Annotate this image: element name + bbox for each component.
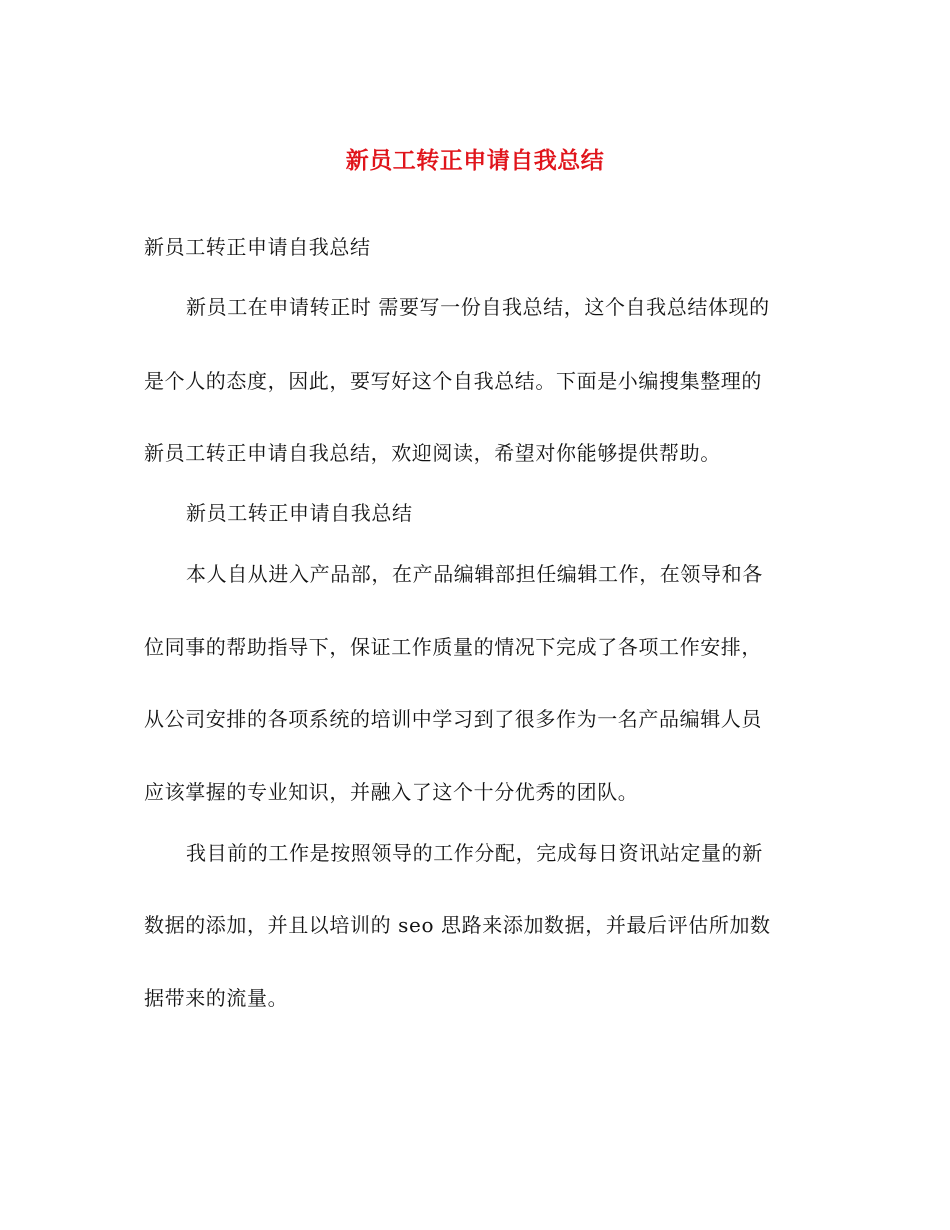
- paragraph-line: 据带来的流量。: [144, 986, 289, 1010]
- paragraph-line: 新员工转正申请自我总结: [186, 501, 413, 525]
- paragraph-line: 我目前的工作是按照领导的工作分配，完成每日资讯站定量的新: [186, 841, 763, 865]
- paragraph-line: 是个人的态度，因此，要写好这个自我总结。下面是小编搜集整理的: [144, 369, 762, 393]
- paragraph-line: 本人自从进入产品部，在产品编辑部担任编辑工作，在领导和各: [186, 562, 763, 586]
- paragraph-line: 应该掌握的专业知识，并融入了这个十分优秀的团队。: [144, 780, 639, 804]
- paragraph-line: 新员工转正申请自我总结，欢迎阅读，希望对你能够提供帮助。: [144, 441, 721, 465]
- document-title: 新员工转正申请自我总结: [345, 148, 605, 174]
- paragraph-line: 数据的添加，并且以培训的 seo 思路来添加数据，并最后评估所加数: [144, 913, 771, 937]
- paragraph-line: 新员工在申请转正时 需要写一份自我总结，这个自我总结体现的: [186, 295, 770, 319]
- document-subtitle: 新员工转正申请自我总结: [144, 235, 371, 259]
- paragraph-line: 从公司安排的各项系统的培训中学习到了很多作为一名产品编辑人员: [144, 707, 762, 731]
- paragraph-line: 位同事的帮助指导下，保证工作质量的情况下完成了各项工作安排，: [144, 635, 762, 659]
